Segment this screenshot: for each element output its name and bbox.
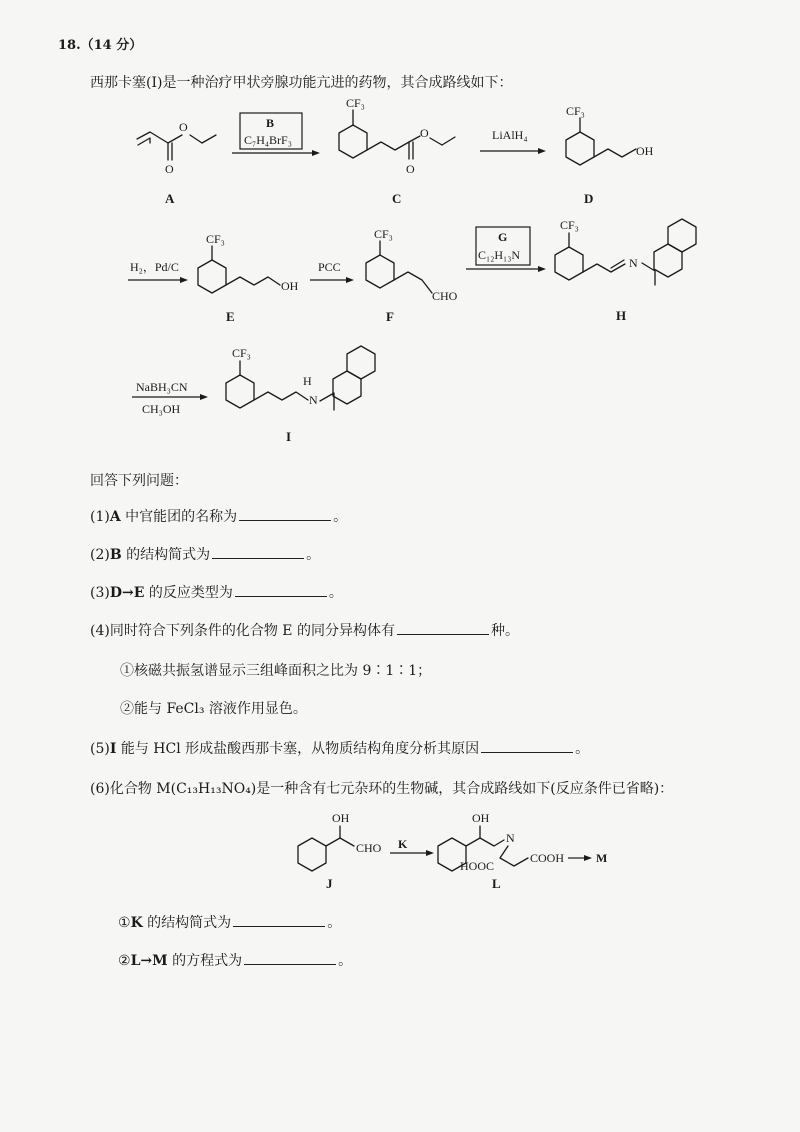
- subquestion-6-2: ②L→M 的方程式为 。: [118, 953, 353, 969]
- synthesis-scheme: [0, 95, 800, 460]
- synthesis-scheme-2: [280, 808, 640, 890]
- compound-a-structure: [137, 120, 216, 206]
- subquestion-6-1: ①K 的结构简式为 。: [118, 915, 342, 931]
- question-1: (1)A 中官能团的名称为 。: [90, 509, 348, 525]
- reagent-ch3oh: CH₃OH: [142, 402, 181, 416]
- reagent-g-formula: C₁₂H₁₃N: [478, 248, 521, 262]
- compound-f-structure: [366, 227, 458, 324]
- atom-o: O: [179, 120, 188, 134]
- atom-hooc: HOOC: [460, 859, 495, 873]
- question-4: (4)同时符合下列条件的化合物 E 的同分异构体有 种。: [90, 623, 519, 639]
- label-l: L: [492, 876, 501, 890]
- answer-blank[interactable]: [239, 519, 331, 521]
- intro-text: 西那卡塞(I)是一种治疗甲状旁腺功能亢进的药物，其合成路线如下：: [90, 75, 513, 91]
- label-i: I: [286, 429, 292, 444]
- compound-l-structure: [438, 811, 564, 890]
- answer-blank[interactable]: [397, 633, 489, 635]
- compound-h-structure: [555, 218, 696, 323]
- atom-cooh: COOH: [530, 851, 565, 865]
- label-h: H: [616, 308, 627, 323]
- reagent-k: K: [398, 837, 408, 851]
- question-2: (2)B 的结构简式为 。: [90, 547, 321, 563]
- atom-n: N: [506, 831, 515, 845]
- answer-prompt: 回答下列问题：: [90, 473, 188, 489]
- reagent-h2-pdc: H₂，Pd/C: [130, 260, 179, 274]
- reagent-b-formula: C₇H₄BrF₃: [244, 133, 292, 147]
- answer-blank[interactable]: [481, 751, 573, 753]
- condition-1: ①核磁共振氢谱显示三组峰面积之比为 9∶1∶1；: [120, 663, 432, 679]
- reagent-pcc: PCC: [318, 260, 341, 274]
- reagent-nabh3cn: NaBH₃CN: [136, 380, 188, 394]
- atom-cf3: CF₃: [560, 218, 579, 232]
- label-j: J: [326, 876, 333, 890]
- reagent-g: G: [498, 230, 508, 244]
- atom-cho: CHO: [432, 289, 458, 303]
- atom-cf3: CF₃: [374, 227, 393, 241]
- answer-blank[interactable]: [244, 963, 336, 965]
- atom-o: O: [420, 126, 429, 140]
- atom-cf3: CF₃: [232, 346, 251, 360]
- label-m: M: [596, 851, 608, 865]
- atom-cf3: CF₃: [566, 104, 585, 118]
- answer-blank[interactable]: [233, 925, 325, 927]
- atom-oh: OH: [281, 279, 299, 293]
- compound-e-structure: [198, 232, 299, 324]
- reagent-b: B: [266, 116, 275, 130]
- label-c: C: [392, 191, 402, 206]
- compound-c-structure: [339, 96, 455, 206]
- answer-blank[interactable]: [235, 595, 327, 597]
- label-f: F: [386, 309, 394, 324]
- atom-o: O: [406, 162, 415, 176]
- condition-2: ②能与 FeCl₃ 溶液作用显色。: [120, 701, 307, 717]
- atom-oh: OH: [472, 811, 490, 825]
- atom-oh: OH: [332, 811, 350, 825]
- question-6: (6)化合物 M(C₁₃H₁₃NO₄)是一种含有七元杂环的生物碱，其合成路线如下(反应条件已省略)：: [90, 781, 674, 797]
- question-5: (5)I 能与 HCl 形成盐酸西那卡塞，从物质结构角度分析其原因 。: [90, 741, 590, 757]
- answer-blank[interactable]: [212, 557, 304, 559]
- compound-d-structure: [566, 104, 654, 206]
- atom-n: N: [629, 256, 638, 270]
- question-number: 18.（14 分）: [58, 38, 143, 53]
- question-3: (3)D→E 的反应类型为 。: [90, 585, 343, 601]
- atom-cho: CHO: [356, 841, 382, 855]
- atom-h: H: [303, 374, 312, 388]
- atom-cf3: CF₃: [206, 232, 225, 246]
- compound-i-structure: [226, 346, 375, 444]
- atom-n: N: [309, 393, 318, 407]
- compound-j-structure: [298, 811, 382, 890]
- label-a: A: [165, 191, 175, 206]
- atom-o: O: [165, 162, 174, 176]
- reagent-lialh4: LiAlH₄: [492, 128, 528, 142]
- label-e: E: [226, 309, 235, 324]
- atom-oh: OH: [636, 144, 654, 158]
- label-d: D: [584, 191, 594, 206]
- atom-cf3: CF₃: [346, 96, 365, 110]
